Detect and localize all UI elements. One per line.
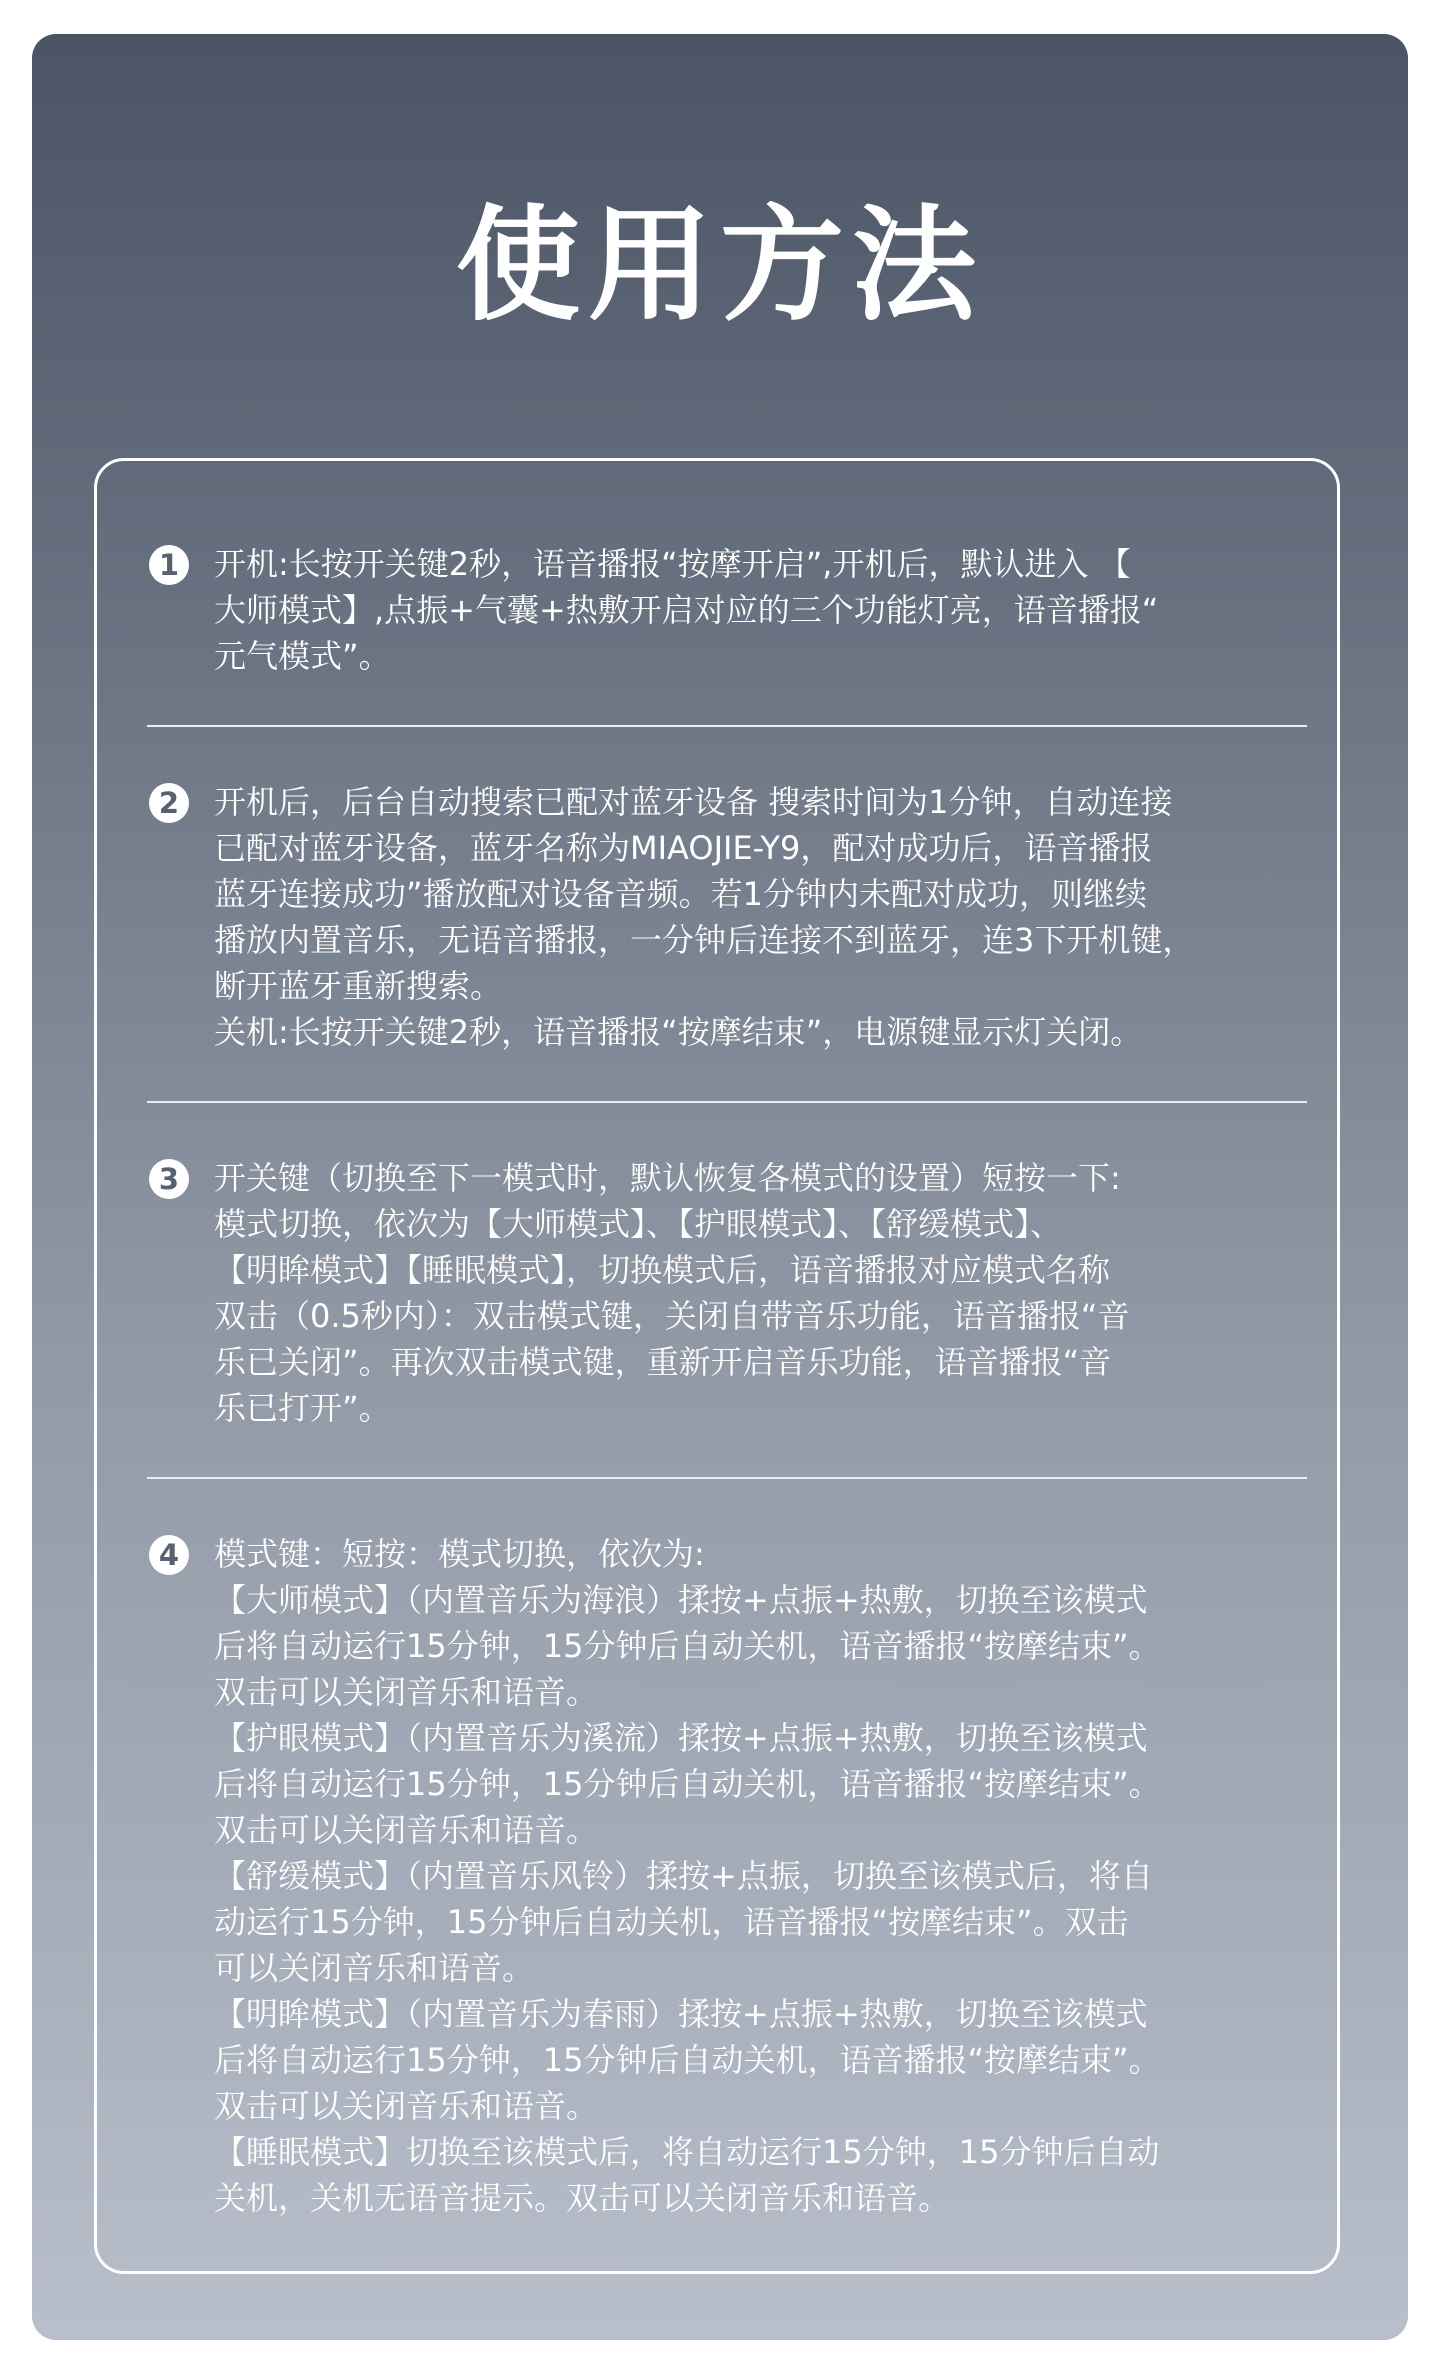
- instruction-section-2: [149, 779, 1309, 1055]
- instruction-section-4: [149, 1531, 1309, 2221]
- instruction-text-3: 开关键（切换至下一模式时，默认恢复各模式的设置）短按一下: 模式切换，依次为【大师模式】、【护眼模式】、【舒缓模式】、 【明眸模式】【睡眠模式】，切换模式后，语音播报对应模式名称 双击（0.5秒内）：双击模式键，关闭自带音乐功能，语音播报“音 乐已关闭”。再次双击模式键，重新开启音乐功能，语音播报“音 乐已打开”。: [214, 1159, 1130, 1427]
- instructions-card: [94, 458, 1340, 2274]
- number-badge-4: 4: [149, 1535, 189, 1575]
- page-title: 使用方法: [455, 194, 984, 338]
- instruction-section-3: [149, 1155, 1309, 1431]
- instruction-section-1: [149, 541, 1309, 679]
- section-divider: [147, 1101, 1307, 1103]
- number-badge-1: 1: [149, 545, 189, 585]
- instruction-text-4: 模式键：短按：模式切换，依次为: 【大师模式】（内置音乐为海浪）揉按+点振+热敷，切换至该模式 后将自动运行15分钟，15分钟后自动关机，语音播报“按摩结束”。 双击可以关闭音乐和语音。 【护眼模式】（内置音乐为溪流）揉按+点振+热敷，切换至该模式 后将自动运行15分钟，15分钟后自动关机，语音播报“按摩结束”。 双击可以关闭音乐和语音。 【舒缓模式】（内置音乐风铃）揉按+点振，切换至该模式后，将自 动运行15分钟，15分钟后自动关机，语音播报“按摩结束”。双击 可以关闭音乐和语音。 【明眸模式】（内置音乐为春雨）揉按+点振+热敷，切换至该模式 后将自动运行15分钟，15分钟后自动关机，语音播报“按摩结束”。 双击可以关闭音乐和语音。 【睡眠模式】切换至该模式后，将自动运行15分钟，15分钟后自动 关机，关机无语音提示。双击可以关闭音乐和语音。: [214, 1535, 1161, 2217]
- section-divider: [147, 725, 1307, 727]
- instruction-text-2: 开机后，后台自动搜索已配对蓝牙设备 搜索时间为1分钟，自动连接 已配对蓝牙设备，蓝牙名称为MIAOJIE-Y9，配对成功后，语音播报 蓝牙连接成功”播放配对设备音频。若1分钟内未配对成功，则继续 播放内置音乐，无语音播报，一分钟后连接不到蓝牙，连3下开机键， 断开蓝牙重新搜索。 关机:长按开关键2秒，语音播报“按摩结束”，电源键显示灯关闭。: [214, 783, 1195, 1051]
- instruction-text-1: 开机:长按开关键2秒，语音播报“按摩开启”,开机后，默认进入 【 大师模式】,点振+气囊+热敷开启对应的三个功能灯亮，语音播报“ 元气模式”。: [214, 545, 1159, 675]
- number-badge-2: 2: [149, 783, 189, 823]
- section-divider: [147, 1477, 1307, 1479]
- number-badge-3: 3: [149, 1159, 189, 1199]
- background-panel: [32, 34, 1408, 2340]
